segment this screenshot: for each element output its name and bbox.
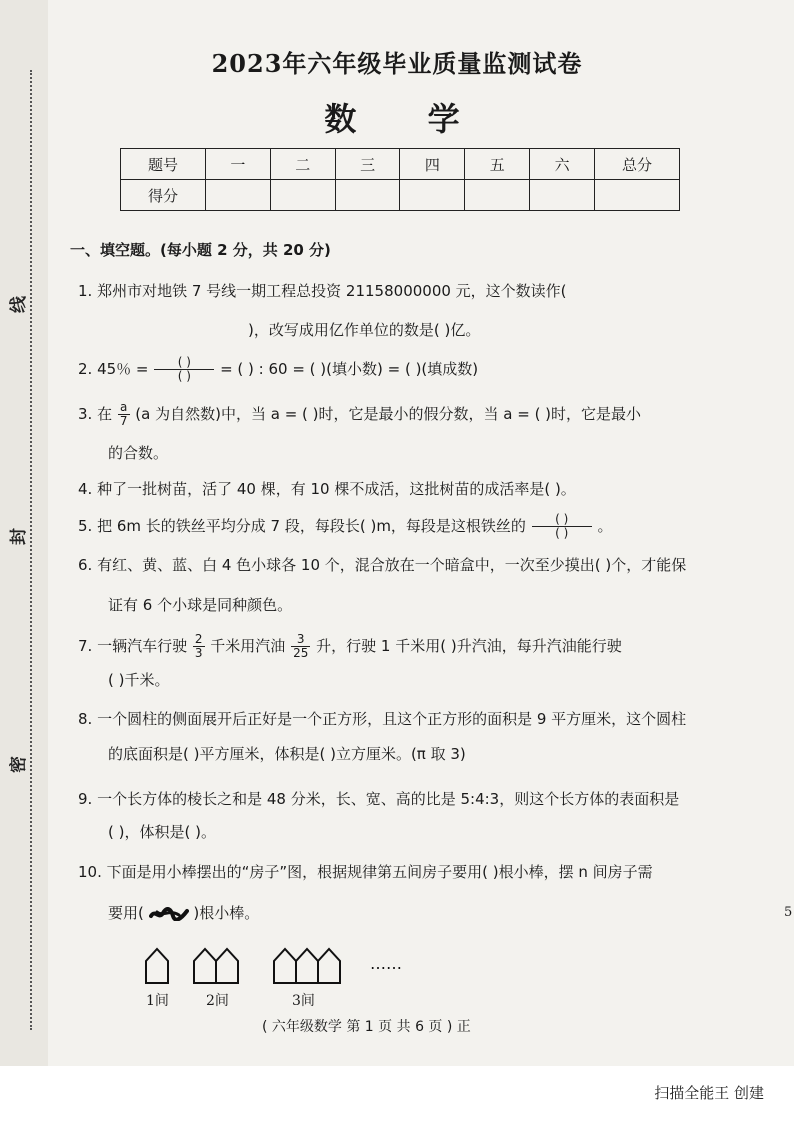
q5-fraction-blank xyxy=(532,513,592,540)
house-label-2: 2间 xyxy=(206,993,229,1009)
q5-frac-den: ( ) xyxy=(555,526,569,540)
score-blank xyxy=(530,180,595,211)
q2-frac-num: ( ) xyxy=(154,356,214,370)
q7-prefix: 7. 一辆汽车行驶 xyxy=(78,637,188,655)
q2-frac-den: ( ) xyxy=(177,369,191,383)
q3-rest: (a 为自然数)中，当 a = ( )时，它是最小的假分数，当 a = ( )时，它是最小 xyxy=(135,405,642,423)
subject-title: 数 学 xyxy=(324,100,490,138)
q8-line1: 8. 一个圆柱的侧面展开后正好是一个正方形，且这个正方形的面积是 9 平方厘米，这个圆柱 xyxy=(78,710,687,728)
q8-line2: 的底面积是( )平方厘米，体积是( )立方厘米。(π 取 3) xyxy=(108,745,466,763)
q2-rest: = ( ) : 60 = ( )(填小数) = ( )(填成数) xyxy=(220,360,479,378)
score-cell-1: 一 xyxy=(206,149,271,180)
score-blank xyxy=(335,180,400,211)
q10-suffix: )根小棒。 xyxy=(193,904,260,922)
score-cell-5: 五 xyxy=(465,149,530,180)
q7-rest: 升，行驶 1 千米用( )升汽油，每升汽油能行驶 xyxy=(316,637,622,655)
q7-frac2-num: 3 xyxy=(291,633,310,647)
q5-suffix: 。 xyxy=(597,517,613,535)
q3-line2: 的合数。 xyxy=(108,444,169,462)
ink-scribble xyxy=(149,907,189,921)
q6-line2: 证有 6 个小球是同种颜色。 xyxy=(108,596,293,614)
house-label-1: 1间 xyxy=(146,993,169,1009)
q5 xyxy=(78,513,613,540)
q3-line1 xyxy=(78,401,641,428)
score-cell-2: 二 xyxy=(270,149,335,180)
score-blank xyxy=(270,180,335,211)
q2-fraction-blank xyxy=(154,356,214,383)
score-table-score-row xyxy=(121,180,680,211)
q1-line1: 1. 郑州市对地铁 7 号线一期工程总投资 21158000000 元，这个数读作( xyxy=(78,282,567,300)
q7-fraction-distance xyxy=(193,633,205,660)
q7-fraction-fuel xyxy=(291,633,310,660)
q7-line1 xyxy=(78,633,622,660)
q5-prefix: 5. 把 6m 长的铁丝平均分成 7 段，每段长( )m，每段是这根铁丝的 xyxy=(78,517,526,535)
house-2-rooms xyxy=(194,949,238,983)
q7-frac1-den: 3 xyxy=(194,646,203,660)
q7-frac2-den: 25 xyxy=(293,646,309,660)
exam-title: 2023年六年级毕业质量监测试卷 xyxy=(211,49,583,78)
q4: 4. 种了一批树苗，活了 40 棵，有 10 棵不成活，这批树苗的成活率是( )。 xyxy=(78,480,576,498)
house-label-3: 3间 xyxy=(292,993,315,1009)
q10-line2 xyxy=(108,903,259,923)
score-cell-label: 题号 xyxy=(121,149,206,180)
house-3-rooms xyxy=(274,949,340,983)
house-1-room xyxy=(146,949,168,983)
q10-line1: 10. 下面是用小棒摆出的“房子”图，根据规律第五间房子要用( )根小棒，摆 n 间房子需 xyxy=(78,863,653,881)
score-blank xyxy=(400,180,465,211)
q7-line2: ( )千米。 xyxy=(108,671,170,689)
q9-line1: 9. 一个长方体的棱长之和是 48 分米，长、宽、高的比是 5:4:3，则这个长方体的表面积是 xyxy=(78,790,680,808)
q1-line2: )，改写成用亿作单位的数是( )亿。 xyxy=(248,321,481,339)
margin-label-feng: 封 xyxy=(9,528,29,545)
score-blank xyxy=(465,180,530,211)
page-footer: ( 六年级数学 第 1 页 共 6 页 ) 正 xyxy=(262,1019,471,1035)
q3-frac-den: 7 xyxy=(119,414,128,428)
section1-heading: 一、填空题。(每小题 2 分，共 20 分) xyxy=(70,241,331,259)
house-pattern-figure xyxy=(140,945,410,987)
q3-fraction xyxy=(118,401,130,428)
edge-mark: 5 xyxy=(784,905,793,920)
score-cell-6: 六 xyxy=(530,149,595,180)
score-cell-4: 四 xyxy=(400,149,465,180)
binding-dashed-line xyxy=(30,70,32,1030)
house-ellipsis: …… xyxy=(370,954,402,973)
score-table-header-row xyxy=(121,149,680,180)
score-blank xyxy=(206,180,271,211)
q2-prefix: 2. 45％ = xyxy=(78,360,149,378)
q6-line1: 6. 有红、黄、蓝、白 4 色小球各 10 个，混合放在一个暗盒中，一次至少摸出( )个，才能保 xyxy=(78,556,687,574)
q10-prefix: 要用( xyxy=(108,904,144,922)
q9-line2: ( )，体积是( )。 xyxy=(108,823,216,841)
margin-label-xian: 线 xyxy=(9,296,29,313)
scanner-watermark: 扫描全能王 创建 xyxy=(654,1084,764,1102)
q3-prefix: 3. 在 xyxy=(78,405,113,423)
q2 xyxy=(78,356,478,383)
score-blank xyxy=(595,180,680,211)
score-row-label: 得分 xyxy=(121,180,206,211)
score-table xyxy=(120,148,680,211)
margin-label-mi: 密 xyxy=(9,756,29,773)
score-cell-3: 三 xyxy=(335,149,400,180)
q7-middle: 千米用汽油 xyxy=(210,637,286,655)
q3-frac-num: a xyxy=(118,401,130,415)
q5-frac-num: ( ) xyxy=(532,513,592,527)
score-cell-total: 总分 xyxy=(595,149,680,180)
q7-frac1-num: 2 xyxy=(194,632,203,646)
